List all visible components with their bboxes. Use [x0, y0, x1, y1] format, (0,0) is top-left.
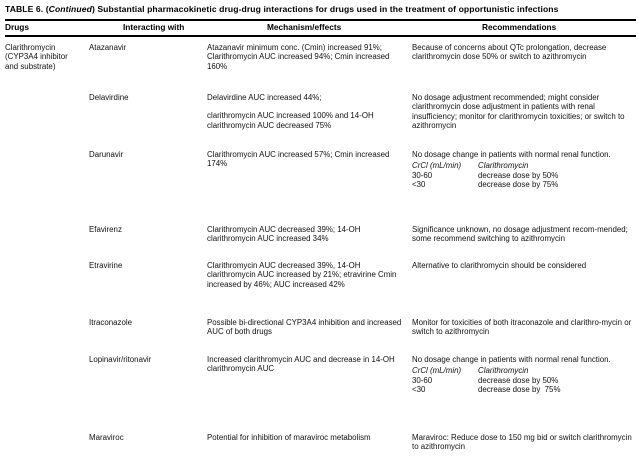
- mechanism-cell: [207, 318, 407, 337]
- recommendation-cell: [412, 261, 640, 271]
- column-header-mechanism-effects: Mechanism/effects: [267, 21, 342, 32]
- mechanism-text: Clarithromycin AUC increased 57%; Cmin increased 174%: [207, 149, 390, 169]
- mechanism-text: Potential for inhibition of maraviroc metabolism: [207, 432, 371, 442]
- table-body: [5, 37, 636, 457]
- interacting-drug: Atazanavir: [89, 42, 127, 52]
- table-title-continued: Continued: [48, 4, 92, 14]
- table-title-suffix: ) Substantial pharmacokinetic drug-drug interactions for drugs used in the treatment of opportunistic infections: [91, 4, 559, 14]
- recommendation-text: No dosage change in patients with normal renal function.: [412, 149, 611, 159]
- crcl-header-clarithromycin: Clarithromycin: [478, 161, 529, 171]
- table-row: [89, 150, 207, 160]
- table-row: [89, 261, 207, 271]
- column-header-interacting-with: Interacting with: [123, 21, 185, 32]
- crcl-row: [412, 376, 640, 386]
- crcl-dosing-table: [412, 366, 640, 395]
- recommendation-text: Monitor for toxicities of both itraconazole and clarithro-mycin or switch to azithromycin: [412, 317, 632, 337]
- recommendation-cell: [412, 93, 640, 131]
- mechanism-text: Clarithromycin AUC decreased 39%; 14-OH clarithromycin AUC increased 34%: [207, 224, 361, 244]
- recommendation-text: No dosage change in patients with normal renal function.: [412, 354, 611, 364]
- drug-group-qualifier-line2: and substrate): [5, 61, 56, 71]
- table-title: [5, 4, 636, 16]
- column-header-recommendations: Recommendations: [482, 21, 557, 32]
- mechanism-text: Atazanavir minimum conc. (Cmin) increased 91%; Clarithromycin AUC increased 94%; Cmin increased 160%: [207, 42, 390, 71]
- table-title-prefix: TABLE 6. (: [5, 4, 49, 14]
- recommendation-cell: [412, 225, 640, 244]
- interacting-drug: Delavirdine: [89, 92, 129, 102]
- mechanism-cell: [207, 355, 407, 374]
- interacting-drug: Etravirine: [89, 260, 123, 270]
- mechanism-text: Clarithromycin AUC decreased 39%, 14-OH clarithromycin AUC increased by 21%; etravirine Cmin increased by 46%; AUC increased 42%: [207, 260, 397, 289]
- mechanism-cell: [207, 150, 407, 169]
- mechanism-cell: [207, 225, 407, 244]
- interacting-drug: Maraviroc: [89, 432, 124, 442]
- table-row: [89, 433, 207, 443]
- table-row: [89, 93, 207, 103]
- table-row: [89, 318, 207, 328]
- interacting-drug: Lopinavir/ritonavir: [89, 354, 152, 364]
- mechanism-text: Increased clarithromycin AUC and decrease in 14-OH clarithromycin AUC: [207, 354, 395, 374]
- table-row: [89, 355, 207, 365]
- crcl-dose-adjustment: decrease dose by 75%: [478, 180, 559, 190]
- crcl-dose-adjustment: decrease dose by 50%: [478, 170, 559, 180]
- recommendation-text: Because of concerns about QTc prolongation, decrease clarithromycin dose 50% or switch to azithromycin: [412, 42, 607, 62]
- mechanism-text: Possible bi-directional CYP3A4 inhibition and increased AUC of both drugs: [207, 317, 402, 337]
- crcl-range: 30-60: [412, 170, 433, 180]
- interacting-drug: Efavirenz: [89, 224, 122, 234]
- recommendation-cell: [412, 433, 640, 452]
- drug-group-name: Clarithromycin: [5, 42, 56, 52]
- recommendation-cell: [412, 318, 640, 337]
- crcl-row: [412, 180, 640, 190]
- recommendation-cell: [412, 355, 640, 395]
- recommendation-text: Alternative to clarithromycin should be considered: [412, 260, 587, 270]
- interacting-drug: Itraconazole: [89, 317, 132, 327]
- crcl-header-creatinine-clearance: CrCl (mL/min): [412, 366, 462, 376]
- drug-group-qualifier-line1: (CYP3A4 inhibitor: [5, 52, 68, 62]
- crcl-header-row: [412, 366, 640, 376]
- mechanism-cell: [207, 433, 407, 443]
- mechanism-text-part1: Delavirdine AUC increased 44%;: [207, 92, 322, 102]
- recommendation-cell: [412, 43, 640, 62]
- mechanism-cell: [207, 43, 407, 72]
- crcl-header-creatinine-clearance: CrCl (mL/min): [412, 161, 462, 171]
- crcl-dose-adjustment: decrease dose by 75%: [478, 385, 561, 395]
- crcl-range: <30: [412, 180, 426, 190]
- table-row: [89, 43, 207, 53]
- crcl-header-row: [412, 161, 640, 171]
- crcl-row: [412, 385, 640, 395]
- crcl-header-clarithromycin: Clarithromycin: [478, 366, 529, 376]
- crcl-dosing-table: [412, 161, 640, 190]
- recommendation-text: No dosage adjustment recommended; might consider clarithromycin dose adjustment in patients with renal insufficiency; monitor for clarithromycin toxicities; or switch to azithromycin: [412, 92, 625, 131]
- mechanism-text-part2: clarithromycin AUC increased 100% and 14-OH clarithromycin AUC decreased 75%: [207, 111, 374, 130]
- crcl-dose-adjustment: decrease dose by 50%: [478, 375, 559, 385]
- crcl-range: 30-60: [412, 375, 433, 385]
- interacting-drug: Darunavir: [89, 149, 124, 159]
- recommendation-text: Maraviroc: Reduce dose to 150 mg bid or switch clarithromycin to azithromycin: [412, 432, 632, 452]
- mechanism-cell: [207, 261, 407, 290]
- mechanism-cell: [207, 93, 407, 131]
- crcl-range: <30: [412, 385, 426, 395]
- table-header-row: [5, 21, 636, 35]
- column-header-drugs: Drugs: [5, 21, 29, 32]
- table-row: [89, 225, 207, 235]
- recommendation-cell: [412, 150, 640, 190]
- drug-group-label: [5, 43, 89, 72]
- crcl-row: [412, 171, 640, 181]
- recommendation-text: Significance unknown, no dosage adjustment recom-mended; some recommend switching to azithromycin: [412, 224, 628, 244]
